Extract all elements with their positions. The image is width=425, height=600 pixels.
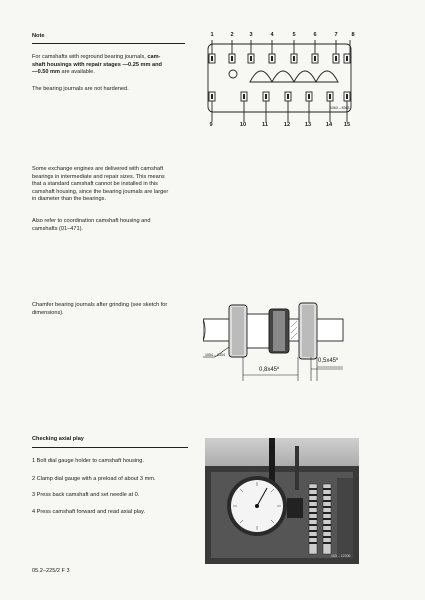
note-paragraph-1: [32, 54, 192, 77]
housing-bottom-number-10: 10: [239, 122, 247, 128]
axial-play-step-4: 4 Press camshaft forward and read axial play.: [32, 509, 146, 515]
exchange-paragraph: [32, 166, 207, 204]
chamfer-sketch-ref: 1054 – 8304: [205, 353, 225, 357]
axial-play-step-2: 2 Clamp dial gauge with a preload of about 3 mm.: [32, 476, 156, 482]
housing-bottom-number-14: 14: [325, 122, 333, 128]
chamfer-line-1: Chamfer bearing journals after grinding (see sketch for: [32, 302, 168, 308]
housing-top-number-5: 5: [292, 32, 296, 38]
housing-top-number-2: 2: [230, 32, 234, 38]
housing-bottom-number-15: 15: [343, 122, 351, 128]
chamfer-line-2: dimensions).: [32, 309, 64, 316]
housing-top-number-7: 7: [334, 32, 338, 38]
housing-top-number-1: 1: [210, 32, 214, 38]
chamfer-paragraph: [32, 302, 207, 317]
axial-play-heading: Checking axial play: [32, 436, 84, 442]
housing-top-number-8: 8: [351, 32, 355, 38]
housing-bottom-number-9: 9: [209, 122, 213, 128]
note-para1-line1-normal: For camshafts with reground bearing journals,: [32, 54, 148, 60]
exchange-line-5: in diameter than the bearings.: [32, 196, 107, 203]
housing-bottom-number-11: 11: [262, 122, 268, 128]
note-para1-line3-bold: —0.50 mm: [32, 69, 60, 76]
axial-play-step-1: 1 Bolt dial gauge holder to camshaft housing.: [32, 458, 144, 464]
note-para1-line1-bold: cam-: [147, 54, 161, 60]
also-refer-paragraph: [32, 218, 207, 233]
chamfer-dim-small: 0,8x45º: [259, 367, 280, 373]
dial-gauge-photo-drawing: [205, 438, 359, 564]
note-para1-line3-normal: are available.: [59, 69, 95, 76]
housing-bottom-number-12: 12: [283, 122, 291, 128]
exchange-line-4: camshaft housing, since the bearing journals are larger: [32, 188, 169, 195]
camshaft-sketch-drawing: [203, 297, 358, 385]
housing-top-number-4: 4: [270, 32, 274, 38]
note-paragraph-2: The bearing journals are not hardened.: [32, 86, 129, 92]
chamfer-dim-large: 0,5x45º: [318, 358, 339, 364]
exchange-line-3: that a standard camshaft cannot be installed in this: [32, 181, 158, 188]
axial-play-rule: [32, 447, 188, 448]
housing-top-number-3: 3: [249, 32, 253, 38]
also-refer-line-1: Also refer to coordination camshaft housing and: [32, 218, 151, 224]
note-rule: [32, 43, 185, 44]
exchange-line-2: bearings in intermediate and repair sizes. This means: [32, 173, 165, 180]
housing-top-number-6: 6: [313, 32, 317, 38]
housing-diagram-ref: 1063 – 8363: [330, 106, 350, 110]
photo-ref: 103 – 12306: [331, 554, 351, 558]
page-code: 05.2–225/2 F 3: [32, 568, 70, 574]
exchange-line-1: Some exchange engines are delivered with camshaft: [32, 166, 164, 172]
axial-play-step-3: 3 Press back camshaft and set needle at 0.: [32, 492, 140, 498]
housing-bottom-number-13: 13: [304, 122, 312, 128]
note-para1-line2-bold: shaft housings with repair stages —0.25 mm and: [32, 61, 162, 68]
also-refer-line-2: camshafts (01–471).: [32, 225, 83, 232]
note-heading: Note: [32, 33, 45, 39]
dial-gauge-photo: [205, 438, 359, 564]
